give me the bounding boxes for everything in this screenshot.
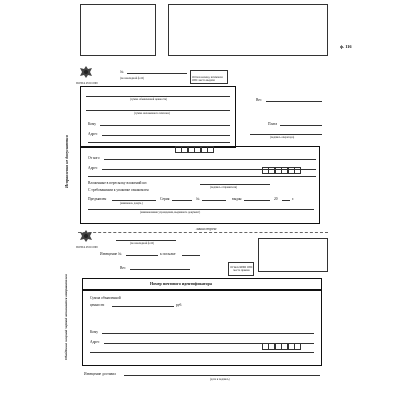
- side-label-bottom: Обведённое жирной чертой заполняется отправителем: [64, 274, 68, 360]
- upper-right-frame: [235, 86, 236, 148]
- to-line: [100, 125, 230, 126]
- weight-line: [266, 101, 322, 102]
- issued-label: выдан: [232, 197, 242, 201]
- number-line: [127, 73, 187, 74]
- weight-label: Вес: [256, 98, 262, 102]
- from-address-line-2: [88, 176, 316, 177]
- sender-sign-line: [200, 184, 270, 185]
- cod-line: [86, 110, 230, 111]
- stamp-ops-hint: Оттиск календ. штемпеля ОПС места выдачи: [192, 76, 223, 82]
- series-label: Серия: [160, 197, 170, 201]
- from-address-label: Адрес: [88, 166, 98, 170]
- kpsh-hint: Оттиск КПШ ОПС места приема: [230, 266, 253, 272]
- parcel-line: [182, 255, 200, 256]
- postcode-cells-upper: [175, 146, 213, 153]
- lower-to-label: Кому: [90, 330, 99, 334]
- number-label: №: [120, 70, 124, 74]
- lower-address-line-2: [90, 352, 314, 353]
- cut-line: [78, 232, 328, 233]
- lower-main-frame: [82, 290, 322, 366]
- value-label-1: Сумма объявленной: [90, 296, 121, 300]
- inventory-notice: С требованиями к упаковке ознакомлен: [88, 188, 149, 192]
- value-line: [112, 306, 174, 307]
- postcode-cells-from: [262, 167, 300, 174]
- issued-line: [244, 200, 270, 201]
- fee-line: [280, 125, 322, 126]
- number-hint: (по накладной ф.16): [120, 77, 145, 80]
- stamp-box-left: [80, 4, 156, 56]
- tracking-label: Номер почтового идентификатора: [150, 281, 212, 286]
- lower-address-label: Адрес: [90, 340, 100, 344]
- declared-value-line: [86, 96, 230, 97]
- declared-value-hint: (сумма объявленной ценности): [130, 98, 168, 101]
- series-line: [172, 200, 192, 201]
- lower-number-line: [116, 240, 176, 241]
- fee-label: Плата: [268, 122, 278, 126]
- year-label: 20: [274, 197, 278, 201]
- year-line: [282, 200, 290, 201]
- num-label: №: [196, 197, 200, 201]
- parcel-label: к посылке: [160, 252, 176, 256]
- notice-label: Извещение №: [100, 252, 122, 256]
- from-line: [104, 159, 316, 160]
- inventory-line: Вложенные в пересылку вложений шт.: [88, 181, 148, 185]
- currency: руб.: [176, 303, 183, 307]
- emblem-caption: ПОЧТА РОССИИ: [76, 82, 98, 85]
- doc-hint: (наименов. докум.): [120, 202, 143, 205]
- to-label: Кому: [88, 122, 97, 126]
- num-line: [202, 200, 226, 201]
- lower-weight-line: [130, 269, 190, 270]
- delivery-line: [124, 375, 320, 376]
- value-label-2: ценности: [90, 303, 105, 307]
- sender-hint: (подпись отправителя): [210, 186, 237, 189]
- postcode-cells-lower: [262, 343, 300, 350]
- address-label: Адрес: [88, 132, 98, 136]
- lower-weight-label: Вес: [120, 266, 126, 270]
- stamp-box-right: [168, 4, 328, 56]
- eagle-emblem-lower-icon: [78, 228, 94, 244]
- notice-line: [126, 255, 158, 256]
- doc-line: [112, 200, 156, 201]
- issuer-hint: (наименование учреждения, выдавшего документ): [140, 211, 201, 214]
- operator-hint: (подпись оператора): [270, 136, 295, 139]
- doc-label: Предъявлен: [88, 197, 107, 201]
- delivery-label: Извещение доставил: [84, 372, 116, 376]
- operator-line: [250, 134, 322, 135]
- emblem-caption-lower: ПОЧТА РОССИИ: [76, 246, 98, 249]
- side-label-top: Исправления не допускаются: [64, 135, 69, 188]
- form-id: ф. 116: [340, 44, 352, 49]
- stamp-box-lower: [258, 238, 328, 272]
- address-line: [102, 135, 230, 136]
- address-line-2: [88, 142, 230, 143]
- issuer-line: [88, 209, 314, 210]
- delivery-hint: (дата и подпись): [210, 378, 230, 381]
- year-suffix: г.: [292, 197, 294, 201]
- lower-to-line: [102, 333, 314, 334]
- cut-label: линия отреза: [196, 227, 217, 231]
- from-label: От кого: [88, 156, 100, 160]
- cod-hint: (сумма наложенного платежа): [134, 112, 170, 115]
- eagle-emblem-icon: [78, 64, 94, 80]
- lower-number-hint: (по накладной ф.16): [130, 242, 155, 245]
